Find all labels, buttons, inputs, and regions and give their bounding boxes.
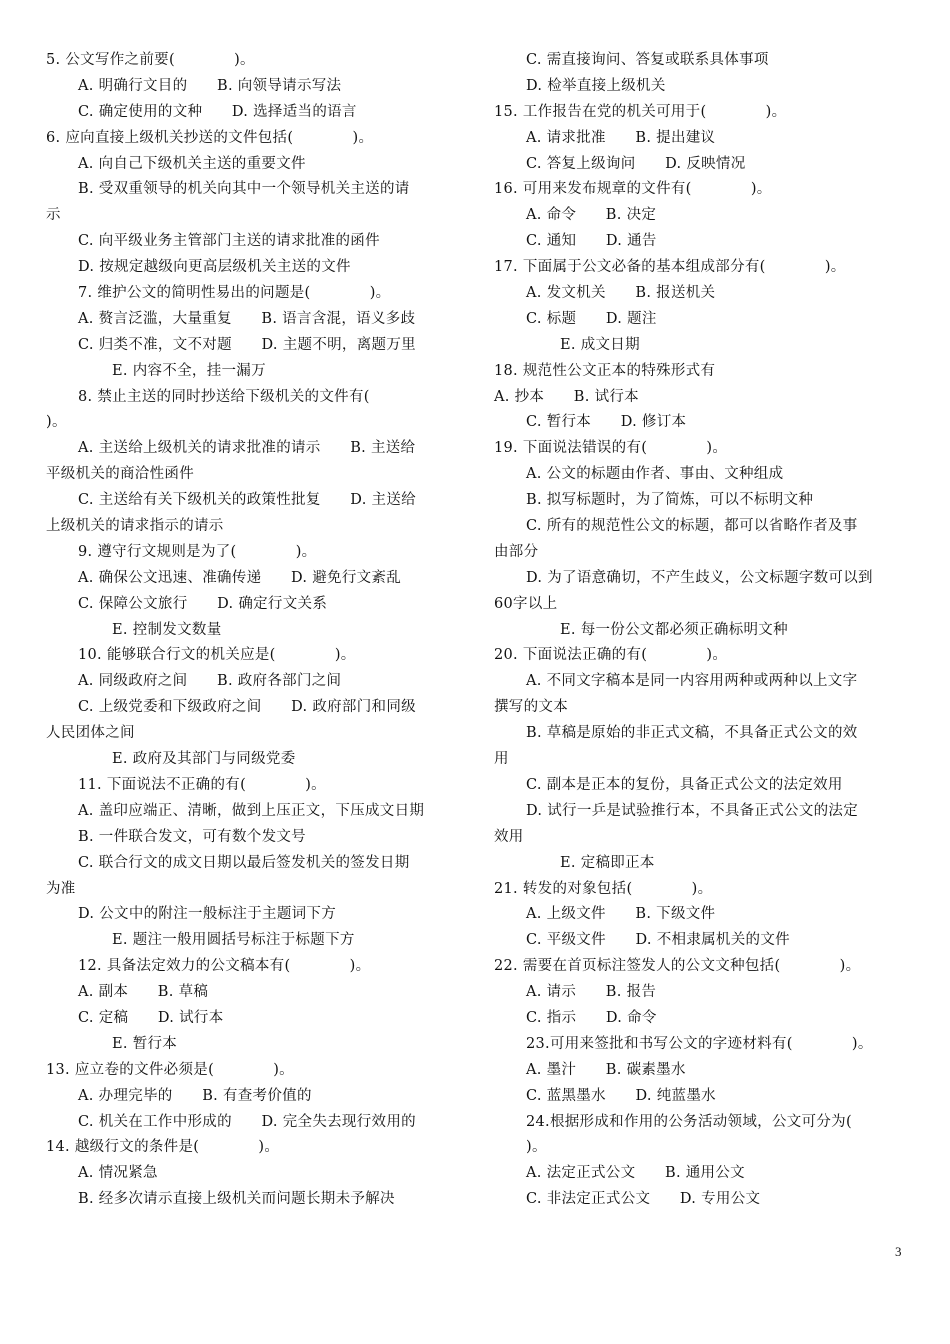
text-line: C. 归类不准，文不对题 D. 主题不明，离题万里	[78, 336, 416, 353]
text-line: B. 草稿是原始的非正式文稿，不具备正式公文的效	[526, 725, 858, 742]
text-line: 7. 维护公文的简明性易出的问题是( )。	[78, 285, 391, 302]
text-line: C. 向平级业务主管部门主送的请求批准的函件	[78, 233, 380, 250]
text-line: A. 明确行文目的 B. 向领导请示写法	[78, 77, 342, 94]
text-line: C. 保障公文旅行 D. 确定行文关系	[78, 595, 328, 612]
text-line: E. 暂行本	[112, 1035, 178, 1052]
text-line: A. 盖印应端正、清晰，做到上压正文，下压成文日期	[78, 802, 425, 819]
text-line: 13. 应立卷的文件必须是( )。	[46, 1061, 294, 1078]
text-line: 人民团体之间	[46, 725, 135, 742]
text-line: C. 主送给有关下级机关的政策性批复 D. 主送给	[78, 492, 416, 509]
text-line: A. 确保公文迅速、准确传递 D. 避免行文紊乱	[78, 569, 402, 586]
text-line: 10. 能够联合行文的机关应是( )。	[78, 647, 356, 664]
text-line: C. 通知 D. 通告	[526, 233, 657, 250]
text-line: E. 控制发文数量	[112, 621, 222, 638]
text-line: C. 定稿 D. 试行本	[78, 1009, 224, 1026]
text-line: C. 暂行本 D. 修订本	[526, 414, 687, 431]
text-line: 为准	[46, 880, 76, 897]
text-line: C. 标题 D. 题注	[526, 310, 657, 327]
text-line: A. 副本 B. 草稿	[78, 984, 209, 1001]
text-line: A. 发文机关 B. 报送机关	[526, 285, 716, 302]
text-line: D. 试行一乒是试验推行本，不具备正式公文的法定	[526, 802, 859, 819]
text-line: A. 上级文件 B. 下级文件	[526, 906, 716, 923]
text-line: A. 主送给上级机关的请求批准的请示 B. 主送给	[78, 440, 416, 457]
text-line: 18. 规范性公文正本的特殊形式有	[494, 362, 716, 379]
text-line: 效用	[494, 828, 524, 845]
text-line: A. 请求批准 B. 提出建议	[526, 129, 716, 146]
text-line: C. 需直接询问、答复或联系具体事项	[526, 52, 769, 68]
text-line: E. 政府及其部门与同级党委	[112, 751, 296, 768]
text-line: 19. 下面说法错误的有( )。	[494, 440, 728, 457]
text-line: 24.根据形成和作用的公务活动领域，公文可分为(	[526, 1113, 852, 1130]
text-line: 5. 公文写作之前要( )。	[46, 52, 255, 68]
text-line: D. 公文中的附注一般标注于主题词下方	[78, 906, 337, 923]
text-line: 平级机关的商洽性函件	[46, 466, 194, 483]
text-line: 由部分	[494, 543, 539, 560]
text-line: 11. 下面说法不正确的有( )。	[78, 776, 326, 793]
text-line: 上级机关的请求指示的请示	[46, 518, 224, 535]
text-line: 示	[46, 207, 61, 224]
text-line: B. 经多次请示直接上级机关而问题长期未予解决	[78, 1191, 395, 1208]
text-line: 14. 越级行文的条件是( )。	[46, 1139, 280, 1156]
page-number: 3	[895, 1244, 902, 1259]
text-line: 20. 下面说法正确的有( )。	[494, 647, 728, 664]
text-line: C. 副本是正本的复份，具备正式公文的法定效用	[526, 776, 843, 793]
left-column	[46, 48, 464, 1213]
text-line: 16. 可用来发布规章的文件有( )。	[494, 181, 772, 198]
text-line: C. 上级党委和下级政府之间 D. 政府部门和同级	[78, 699, 416, 716]
text-line: A. 法定正式公文 B. 通用公文	[526, 1165, 745, 1182]
text-line: 用	[494, 751, 509, 768]
text-line: E. 每一份公文都必须正确标明文种	[560, 621, 788, 638]
text-line: B. 拟写标题时，为了简炼，可以不标明文种	[526, 492, 814, 509]
text-line: A. 请示 B. 报告	[526, 984, 657, 1001]
text-line: )。	[46, 414, 67, 431]
text-line: A. 情况紧急	[78, 1165, 158, 1182]
text-line: A. 公文的标题由作者、事由、文种组成	[526, 466, 784, 483]
text-line: E. 成文日期	[560, 336, 640, 353]
text-line: 12. 具备法定效力的公文稿本有( )。	[78, 958, 371, 975]
text-line: D. 检举直接上级机关	[526, 77, 666, 94]
text-line: 15. 工作报告在党的机关可用于( )。	[494, 103, 787, 120]
text-line: 撰写的文本	[494, 699, 568, 716]
text-line: A. 墨汁 B. 碳素墨水	[526, 1061, 686, 1078]
text-line: A. 不同文字稿本是同一内容用两种或两种以上文字	[526, 673, 858, 690]
text-line: 60字以上	[494, 595, 558, 612]
text-line: 6. 应向直接上级机关抄送的文件包括( )。	[46, 129, 374, 146]
text-line: B. 受双重领导的机关向其中一个领导机关主送的请	[78, 181, 410, 198]
text-line: A. 办理完毕的 B. 有查考价值的	[78, 1087, 312, 1104]
text-line: E. 内容不全，挂一漏万	[112, 362, 266, 379]
text-line: C. 答复上级询问 D. 反映情况	[526, 155, 746, 172]
text-line: C. 指示 D. 命令	[526, 1009, 657, 1026]
text-line: 21. 转发的对象包括( )。	[494, 880, 713, 897]
text-line: C. 平级文件 D. 不相隶属机关的文件	[526, 932, 790, 949]
text-line: 17. 下面属于公文必备的基本组成部分有( )。	[494, 259, 846, 276]
text-line: C. 所有的规范性公文的标题，都可以省略作者及事	[526, 518, 858, 535]
text-line: E. 定稿即正本	[560, 854, 655, 871]
text-line: C. 联合行文的成文日期以最后签发机关的签发日期	[78, 854, 410, 871]
text-line: C. 确定使用的文种 D. 选择适当的语言	[78, 103, 357, 120]
text-line: C. 机关在工作中形成的 D. 完全失去现行效用的	[78, 1113, 416, 1130]
text-line: D. 按规定越级向更高层级机关主送的文件	[78, 259, 351, 276]
text-line: B. 一件联合发文，可有数个发文号	[78, 828, 306, 845]
text-line: C. 非法定正式公文 D. 专用公文	[526, 1191, 761, 1208]
text-line: D. 为了语意确切，不产生歧义，公文标题字数可以到	[526, 569, 873, 586]
text-line: E. 题注一般用圆括号标注于标题下方	[112, 932, 355, 949]
text-line: 22. 需要在首页标注签发人的公文文种包括( )。	[494, 958, 861, 975]
text-line: C. 蓝黑墨水 D. 纯蓝墨水	[526, 1087, 716, 1104]
text-line: A. 赘言泛滥，大量重复 B. 语言含混，语义多歧	[78, 310, 416, 327]
text-line: 9. 遵守行文规则是为了( )。	[78, 543, 317, 560]
text-line: A. 同级政府之间 B. 政府各部门之间	[78, 673, 342, 690]
right-column	[494, 48, 914, 1213]
text-line: )。	[526, 1139, 547, 1156]
text-line: 8. 禁止主送的同时抄送给下级机关的文件有(	[78, 388, 370, 405]
text-line: 23.可用来签批和书写公文的字迹材料有( )。	[526, 1035, 873, 1052]
text-line: A. 向自己下级机关主送的重要文件	[78, 155, 306, 172]
text-line: A. 命令 B. 决定	[526, 207, 657, 224]
text-line: A. 抄本 B. 试行本	[494, 388, 639, 405]
